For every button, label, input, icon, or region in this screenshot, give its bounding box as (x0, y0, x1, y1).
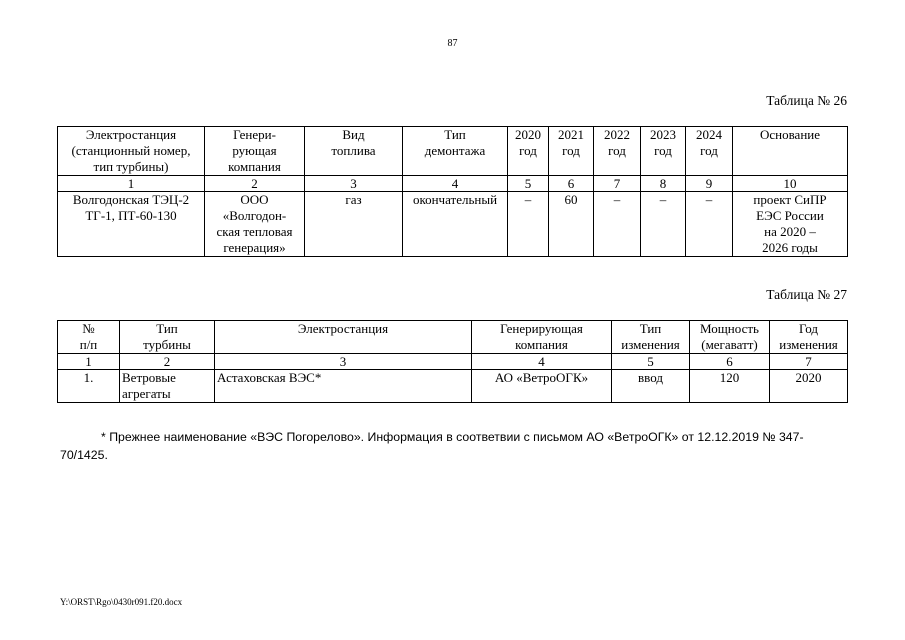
column-number-cell: 4 (403, 176, 508, 192)
table-cell (770, 370, 848, 403)
cell-line: 2021 (558, 127, 584, 142)
column-number-cell: 3 (305, 176, 403, 192)
header-cell (120, 321, 215, 354)
table-cell (403, 192, 508, 257)
cell-line: генерация» (223, 240, 286, 255)
table-cell (686, 192, 733, 257)
cell-line: 2026 годы (762, 240, 818, 255)
column-number-cell: 5 (508, 176, 549, 192)
cell-line: демонтажа (424, 143, 486, 158)
cell-line: топлива (331, 143, 376, 158)
table-27 (57, 320, 848, 403)
cell-line: окончательный (412, 192, 498, 207)
cell-line: (станционный номер, (71, 143, 191, 158)
table-cell (58, 192, 205, 257)
cell-line: Электростанция (85, 127, 177, 142)
cell-line: Тип (639, 321, 662, 336)
cell-line: «Волгодон- (222, 208, 287, 223)
column-number-cell: 1 (58, 176, 205, 192)
cell-line: Вид (342, 127, 365, 142)
table-cell (508, 192, 549, 257)
cell-line: год (562, 143, 580, 158)
cell-line: Основание (759, 127, 821, 142)
cell-line: компания (228, 159, 281, 174)
cell-line: № (82, 321, 95, 336)
cell-line: ТГ-1, ПТ-60-130 (85, 208, 177, 223)
header-cell (686, 127, 733, 176)
cell-line: ООО (240, 192, 269, 207)
table-cell (205, 192, 305, 257)
table-row (58, 192, 848, 257)
cell-line: ская тепловая (216, 224, 293, 239)
cell-line: ввод (638, 370, 663, 385)
column-number-cell: 6 (549, 176, 594, 192)
cell-line: Год (798, 321, 819, 336)
cell-line: (мегаватт) (701, 337, 758, 352)
header-cell (549, 127, 594, 176)
column-number-cell: 7 (594, 176, 641, 192)
cell-line: – (613, 192, 621, 207)
header-cell (205, 127, 305, 176)
cell-line: 120 (719, 370, 740, 385)
column-number-cell: 8 (641, 176, 686, 192)
cell-line: Генери- (233, 127, 276, 142)
table-cell (215, 370, 472, 403)
cell-line: ЕЭС России (756, 208, 824, 223)
cell-line: – (705, 192, 713, 207)
file-path: Y:\ORST\Rgo\0430r091.f20.docx (60, 597, 183, 607)
table-27-caption: Таблица № 27 (766, 287, 847, 302)
column-number-cell: 7 (770, 354, 848, 370)
cell-line: АО «ВетроОГК» (494, 370, 589, 385)
table-row (58, 370, 848, 403)
cell-line: Астаховская ВЭС* (217, 370, 322, 385)
cell-line: 60 (564, 192, 578, 207)
table-cell (594, 192, 641, 257)
column-number-row (58, 354, 848, 370)
cell-line: Генерирующая (500, 321, 583, 336)
header-cell (305, 127, 403, 176)
header-cell (690, 321, 770, 354)
cell-line: 2022 (604, 127, 630, 142)
header-cell (612, 321, 690, 354)
header-cell (215, 321, 472, 354)
table-cell (58, 370, 120, 403)
cell-line: п/п (79, 337, 98, 352)
cell-line: 2020 (515, 127, 541, 142)
cell-line: Мощность (700, 321, 759, 336)
page-number: 87 (447, 38, 458, 49)
header-cell (594, 127, 641, 176)
column-number-cell: 10 (733, 176, 848, 192)
header-cell (733, 127, 848, 176)
footnote: * Прежнее наименование «ВЭС Погорелово». Информация в соответвии с письмом АО «ВетроОГК» от 12.12.2019 № 347-70/1425. (60, 430, 804, 462)
header-cell (58, 321, 120, 354)
cell-line: 2020 (795, 370, 822, 385)
column-number-cell: 9 (686, 176, 733, 192)
table-cell (733, 192, 848, 257)
table-cell (305, 192, 403, 257)
column-number-cell: 6 (690, 354, 770, 370)
cell-line: Тип (156, 321, 178, 336)
header-cell (508, 127, 549, 176)
table-cell (120, 370, 215, 403)
cell-line: проект СиПР (753, 192, 827, 207)
cell-line: газ (345, 192, 362, 207)
cell-line: – (524, 192, 532, 207)
header-cell (770, 321, 848, 354)
table-cell (690, 370, 770, 403)
cell-line: 2024 (696, 127, 722, 142)
cell-line: компания (515, 337, 568, 352)
cell-line: Ветровые (122, 370, 176, 385)
cell-line: год (654, 143, 672, 158)
table-cell (472, 370, 612, 403)
header-cell (58, 127, 205, 176)
cell-line: 1. (83, 370, 94, 385)
table-26-caption: Таблица № 26 (766, 93, 847, 108)
cell-line: Волгодонская ТЭЦ-2 (72, 192, 190, 207)
column-number-cell: 3 (215, 354, 472, 370)
cell-line: год (700, 143, 718, 158)
header-cell (641, 127, 686, 176)
table-cell (549, 192, 594, 257)
table-cell (641, 192, 686, 257)
column-number-cell: 1 (58, 354, 120, 370)
column-number-cell: 5 (612, 354, 690, 370)
header-row (58, 321, 848, 354)
cell-line: турбины (143, 337, 191, 352)
column-number-cell: 2 (120, 354, 215, 370)
cell-line: тип турбины) (93, 159, 169, 174)
cell-line: изменения (621, 337, 680, 352)
cell-line: Тип (444, 127, 466, 142)
column-number-cell: 4 (472, 354, 612, 370)
cell-line: Электростанция (297, 321, 389, 336)
table-26 (57, 126, 848, 257)
header-row (58, 127, 848, 176)
column-number-row (58, 176, 848, 192)
cell-line: рующая (232, 143, 277, 158)
cell-line: агрегаты (122, 386, 171, 401)
cell-line: год (519, 143, 537, 158)
cell-line: год (608, 143, 626, 158)
cell-line: изменения (779, 337, 838, 352)
cell-line: на 2020 – (764, 224, 816, 239)
column-number-cell: 2 (205, 176, 305, 192)
header-cell (472, 321, 612, 354)
cell-line: 2023 (650, 127, 676, 142)
cell-line: – (659, 192, 667, 207)
table-cell (612, 370, 690, 403)
header-cell (403, 127, 508, 176)
